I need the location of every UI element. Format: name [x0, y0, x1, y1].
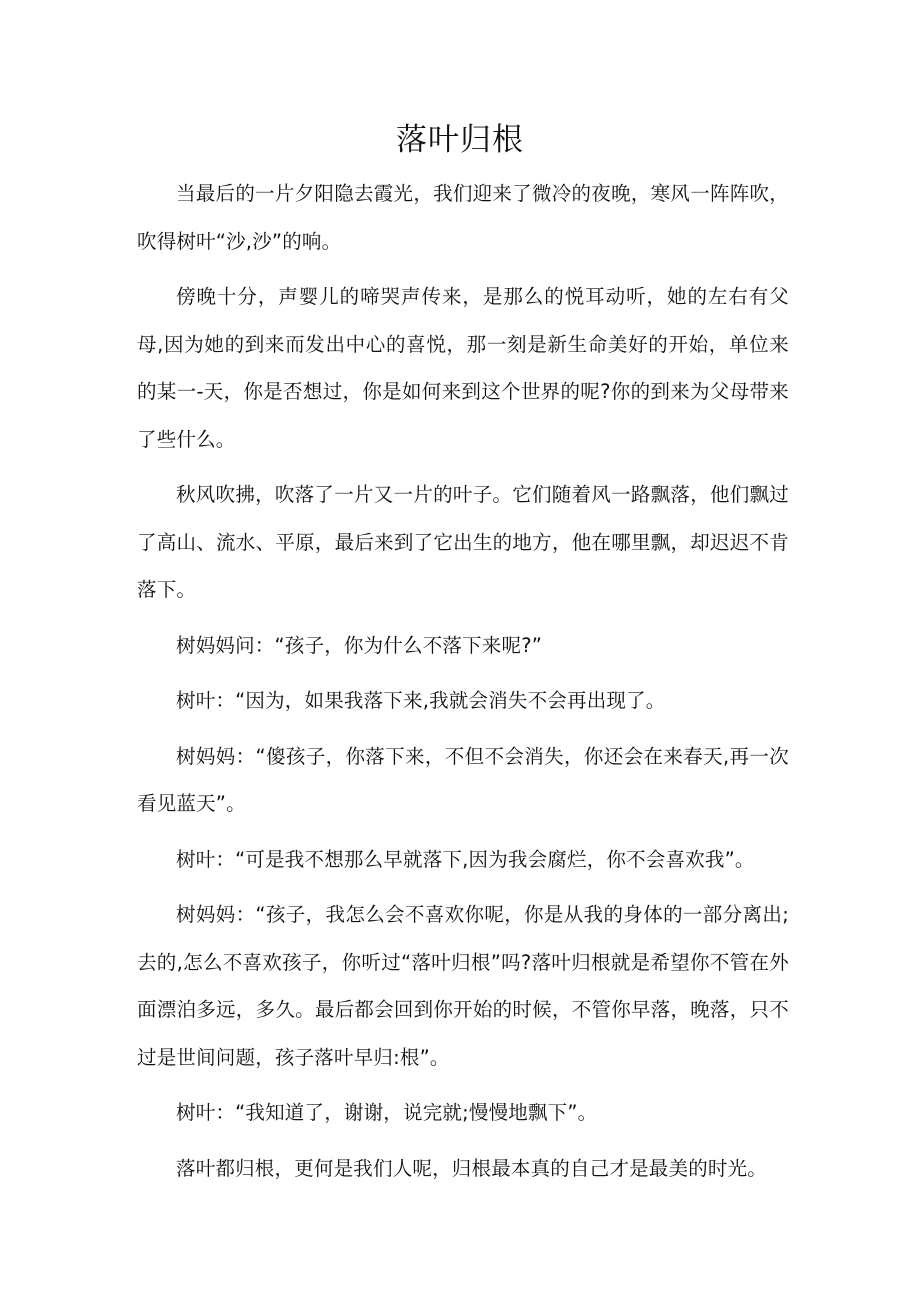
paragraph: 树叶：“可是我不想那么早就落下,因为我会腐烂，你不会喜欢我”。 — [176, 847, 755, 871]
paragraph: 落叶都归根，更何是我们人呢，归根最本真的自己才是最美的时光。 — [176, 1156, 768, 1180]
paragraph: 树妈妈：“傻孩子，你落下来，不但不会消失，你还会在来春天,再一次看见蓝天”。 — [137, 744, 789, 815]
paragraph: 秋风吹拂，吹落了一片又一片的叶子。它们随着风一路飘落，他们飘过了高山、流水、平原，最后来到了它出生的地方，他在哪里飘，却迟迟不肯落下。 — [137, 483, 789, 601]
document-body — [137, 170, 789, 1200]
paragraph: 树妈妈问：“孩子，你为什么不落下来呢?” — [176, 633, 543, 657]
paragraph: 傍晚十分，声婴儿的啼哭声传来，是那么的悦耳动听，她的左右有父母,因为她的到来而发出中心的喜悦，那一刻是新生命美好的开始，单位来的某一-天，你是否想过，你是如何来到这个世界的呢?你的到来为父母带来了些什么。 — [137, 285, 789, 451]
document-title: 落叶归根 — [396, 122, 524, 158]
paragraph: 当最后的一片夕阳隐去霞光，我们迎来了微冷的夜晚，寒风一阵阵吹，吹得树叶“沙,沙”的响。 — [137, 182, 789, 253]
paragraph: 树妈妈：“孩子，我怎么会不喜欢你呢，你是从我的身体的一部分离出;去的,怎么不喜欢孩子，你听过“落叶归根”吗?落叶归根就是希望你不管在外面漂泊多远，多久。最后都会回到你开始的时候，不管你早落，晚落，只不过是世间问题，孩子落叶早归:根”。 — [137, 903, 789, 1069]
paragraph: 树叶：“我知道了，谢谢，说完就;慢慢地飘下”。 — [176, 1101, 598, 1124]
paragraph: 树叶：“因为，如果我落下来,我就会消失不会再出现了。 — [176, 689, 666, 712]
